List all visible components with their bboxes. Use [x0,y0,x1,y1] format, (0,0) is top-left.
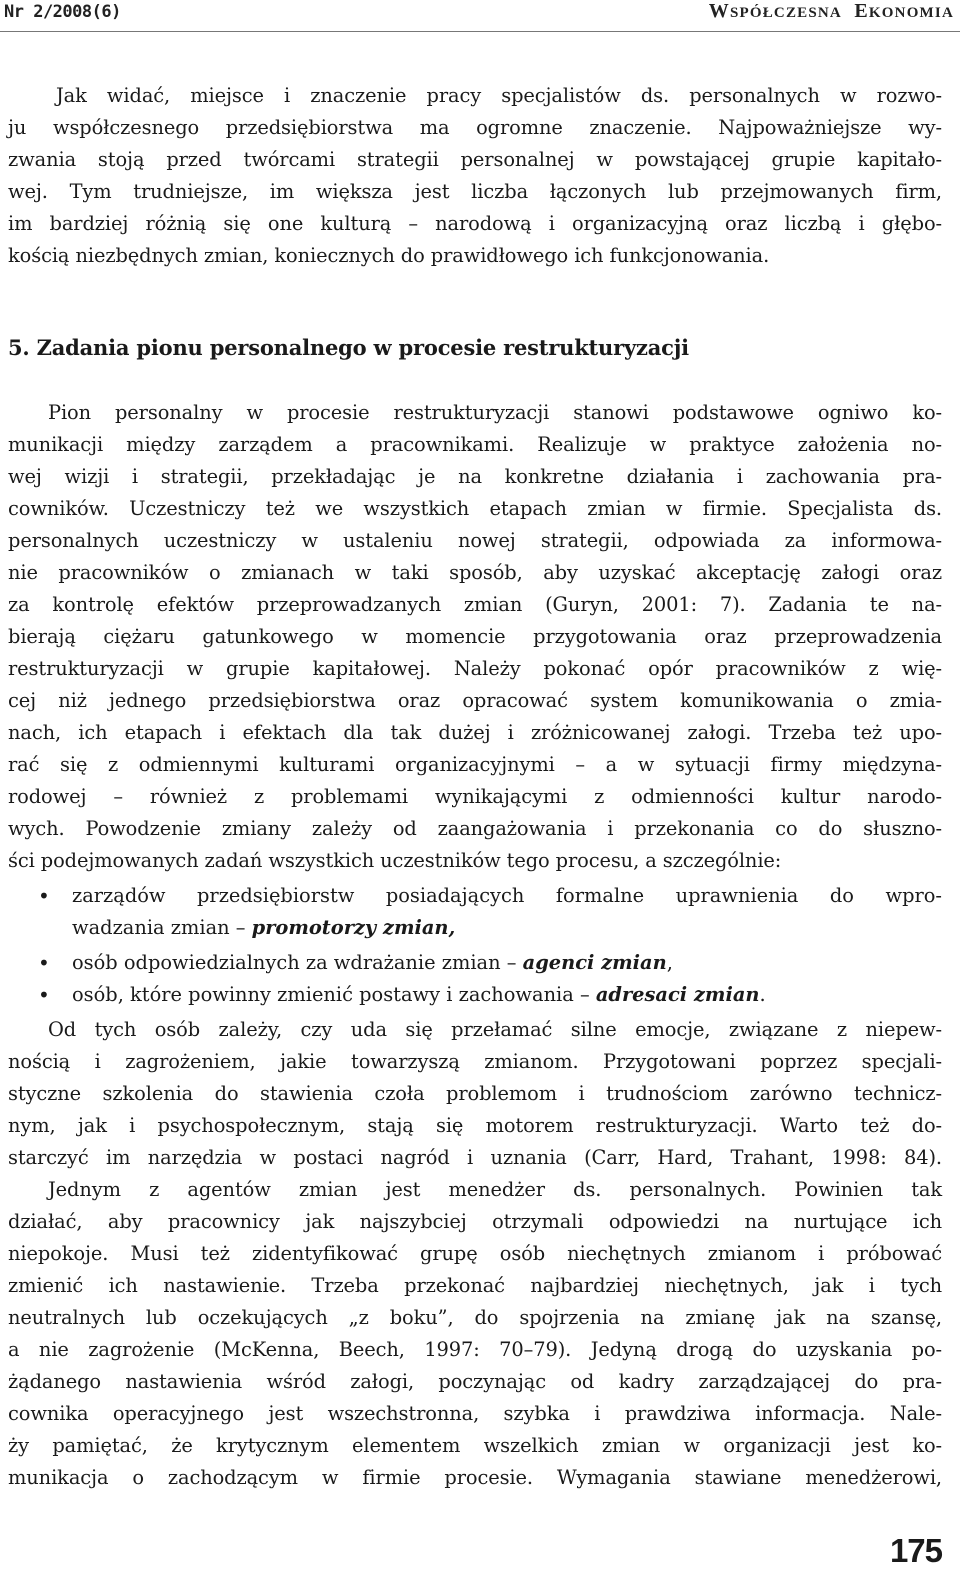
header-rule [0,31,960,32]
text-line: żądanego nastawienia wśród załogi, poczynając od kadry zarządzającej do pra- [8,1370,942,1393]
list-item-punct: , [666,951,673,974]
text-line: kością niezbędnych zmian, koniecznych do prawidłowego ich funkcjonowania. [8,244,770,267]
list-item-text: wadzania zmian – [72,916,252,939]
emphasis-promotorzy: promotorzy zmian, [251,916,456,939]
text-line: nie pracowników o zmianach w taki sposób, aby uzyskać akceptację załogi oraz [8,561,942,584]
text-line: styczne szkolenia do stawienia czoła problemom i trudnościom zarówno technicz- [8,1082,942,1105]
text-line: wej. Tym trudniejsze, im większa jest liczba łączonych lub przejmowanych firm, [8,180,942,203]
section-heading: 5. Zadania pionu personalnego w procesie restrukturyzacji [8,335,689,360]
emphasis-agenci: agenci zmian [522,951,667,974]
issue-number: Nr 2/2008(6) [4,2,121,22]
text-line: ści podejmowanych zadań wszystkich uczestników tego procesu, a szczególnie: [8,849,782,872]
text-line: nością i zagrożeniem, jakie towarzyszą zmianom. Przygotowani poprzez specjali- [8,1050,942,1073]
text-line: wych. Powodzenie zmiany zależy od zaangażowania i przekonania co do słuszno- [8,817,942,840]
text-line: neutralnych lub oczekujących „z boku”, do spojrzenia na zmianę jak na szansę, [8,1306,942,1329]
text-line: Pion personalny w procesie restrukturyzacji stanowi podstawowe ogniwo ko- [48,401,942,424]
journal-title-initial-2: E [854,0,869,22]
text-line: bierają ciężaru gatunkowego w momencie przygotowania oraz przeprowadzenia [8,625,942,648]
journal-title-word-2: KONOMIA [868,5,954,21]
journal-title-initial-1: W [708,0,730,22]
journal-title-word-1: SPÓŁCZESNA [729,5,842,21]
text-line: cej niż jednego przedsiębiorstwa oraz opracować system komunikowania o zmia- [8,689,942,712]
bullet-icon: • [38,983,50,1007]
text-line: rodowej – również z problemami wynikającymi z odmienności kultur narodo- [8,785,942,808]
list-item-text: osób odpowiedzialnych za wdrażanie zmian – [72,951,523,974]
bullet-icon: • [38,951,50,975]
text-line: zwania stoją przed twórcami strategii personalnej w powstającej grupie kapitało- [8,148,942,171]
text-line: rać się z odmiennymi kulturami organizacyjnymi – a w sytuacji firmy międzyna- [8,753,942,776]
running-header [0,0,960,34]
text-line: Od tych osób zależy, czy uda się przełamać silne emocje, związane z niepew- [48,1018,942,1041]
text-line: im bardziej różnią się one kulturą – narodową i organizacyjną oraz liczbą i głębo- [8,212,942,235]
list-item [72,979,942,1011]
journal-title [709,0,954,23]
text-line: starczyć im narzędzia w postaci nagród i uznania (Carr, Hard, Trahant, 1998: 84). [8,1146,942,1169]
text-line: nach, ich etapach i efektach dla tak dużej i zróżnicowanej załogi. Trzeba też upo- [8,721,942,744]
text-line: niepokoje. Musi też zidentyfikować grupę osób niechętnych zmianom i próbować [8,1242,942,1265]
text-line: Jak widać, miejsce i znaczenie pracy specjalistów ds. personalnych w rozwo- [56,84,942,107]
text-line: zmienić ich nastawienie. Trzeba przekonać najbardziej niechętnych, jak i tych [8,1274,942,1297]
text-line: restrukturyzacji w grupie kapitałowej. Należy pokonać opór pracowników z wię- [8,657,942,680]
text-line: a nie zagrożenie (McKenna, Beech, 1997: 70–79). Jedyną drogą do uzyskania po- [8,1338,942,1361]
list-item-continuation [72,912,942,944]
text-line: nym, jak i psychospołecznym, stają się motorem restrukturyzacji. Warto też do- [8,1114,942,1137]
text-line: ży pamiętać, że krytycznym elementem wszelkich zmian w organizacji jest ko- [8,1434,942,1457]
list-item [72,947,942,979]
list-item-punct: . [759,983,766,1006]
text-line: munikacji między zarządem a pracownikami. Realizuje w praktyce założenia no- [8,433,942,456]
text-line: ju współczesnego przedsiębiorstwa ma ogromne znaczenie. Najpoważniejsze wy- [8,116,942,139]
page-number: 175 [889,1532,942,1569]
text-line: cownika operacyjnego jest wszechstronna, szybka i prawdziwa informacja. Nale- [8,1402,942,1425]
bullet-icon: • [38,884,50,908]
list-item: zarządów przedsiębiorstw posiadających formalne uprawnienia do wpro- [72,884,942,907]
text-line: wej wizji i strategii, przekładając je na konkretne działania i zachowania pra- [8,465,942,488]
text-line: Jednym z agentów zmian jest menedżer ds. personalnych. Powinien tak [48,1178,942,1201]
text-line: za kontrolę efektów przeprowadzanych zmian (Guryn, 2001: 7). Zadania te na- [8,593,942,616]
text-line: personalnych uczestniczy w ustaleniu nowej strategii, odpowiada za informowa- [8,529,942,552]
emphasis-adresaci: adresaci zmian [595,983,760,1006]
text-line: cowników. Uczestniczy też we wszystkich etapach zmian w firmie. Specjalista ds. [8,497,942,520]
text-line: działać, aby pracownicy jak najszybciej otrzymali odpowiedzi na nurtujące ich [8,1210,942,1233]
text-line: munikacja o zachodzącym w firmie procesie. Wymagania stawiane menedżerowi, [8,1466,942,1489]
list-item-text: osób, które powinny zmienić postawy i zachowania – [72,983,596,1006]
